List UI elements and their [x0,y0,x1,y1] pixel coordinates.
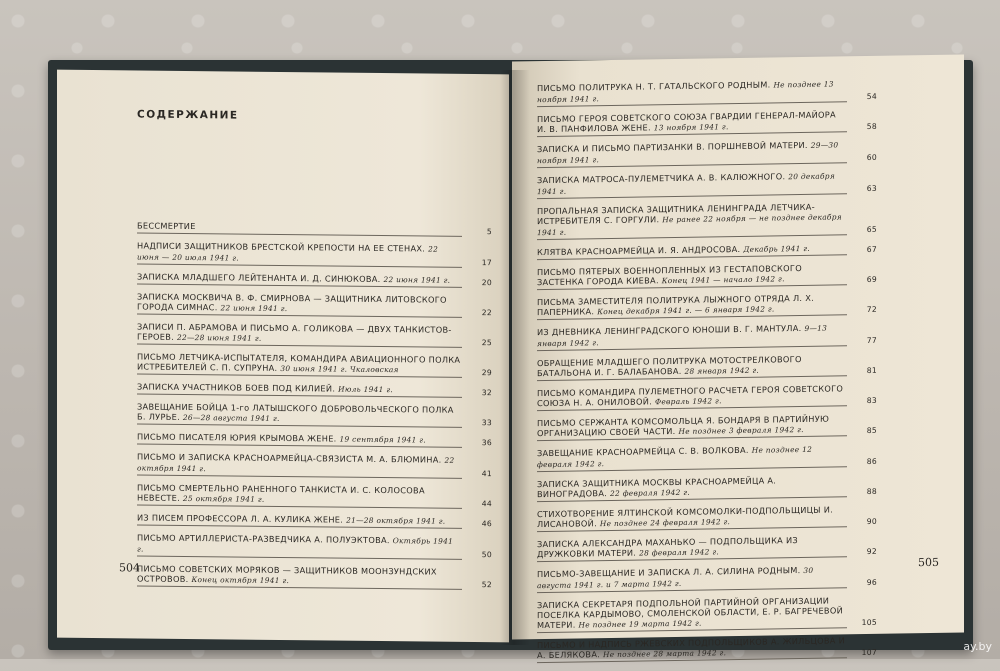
toc-entry-title: ЗАПИСКА МОСКВИЧА В. Ф. СМИРНОВА — ЗАЩИТНИКА ЛИТОВСКОГО ГОРОДА СИМНАС. [137,291,447,313]
toc-entry-date: 22 июня 1941 г. [383,275,451,285]
toc-rule [137,423,462,427]
toc-rule [137,555,462,559]
toc-entry [537,534,877,562]
toc-entry [137,482,492,509]
toc-entry-page: 67 [866,244,877,254]
toc-entry-title: ПРОПАЛЬНАЯ ЗАПИСКА ЗАЩИТНИКА ЛЕНИНГРАДА ЛЕТЧИКА-ИСТРЕБИТЕЛЯ С. ГОРГУЛИ. [537,201,815,227]
toc-entry-date: 21—28 октября 1941 г. [346,515,446,526]
toc-entry-title: ЗАПИСКА МАТРОСА-ПУЛЕМЕТЧИКА А. В. КАЛЮЖНОГО. [537,171,786,186]
toc-entry-page: 17 [481,258,492,268]
toc-rule [137,343,462,347]
toc-entry-title: ЗАВЕЩАНИЕ КРАСНОАРМЕЙЦА С. В. ВОЛКОВА. [537,444,749,459]
toc-entry-page: 63 [866,183,877,193]
toc-entry [537,353,877,381]
toc-entry [537,262,877,290]
toc-entry-date: 28 февраля 1942 г. [639,547,720,558]
toc-rule [537,193,847,199]
toc-entry-page: 58 [866,121,877,131]
toc-entry [137,451,492,479]
toc-entry [537,635,877,663]
toc-rule [137,393,462,397]
toc-entry-date: 22 июня 1941 г. [220,303,288,314]
toc-entry-page: 86 [866,456,877,466]
toc-entry-title: ПИСЬМО СЕРЖАНТА КОМСОМОЛЬЦА Я. БОНДАРЯ В ПАРТИЙНУЮ ОРГАНИЗАЦИЮ СВОЕЙ ЧАСТИ. [537,413,830,439]
toc-entry [137,381,492,398]
toc-rule [137,504,462,508]
toc-entry-page: 29 [481,368,492,378]
toc-entry-page: 81 [866,365,877,375]
page-number-right: 505 [918,555,939,570]
watermark: ay.by [963,640,992,653]
toc-entry-title: СТИХОТВОРЕНИЕ ЯЛТИНСКОЙ КОМСОМОЛКИ-ПОДПОЛЬЩИЦЫ И. ЛИСАНОВОЙ. [537,504,834,530]
toc-entry-title: ПИСЬМА ЗАМЕСТИТЕЛЯ ПОЛИТРУКА ЛЫЖНОГО ОТРЯДА Л. Х. ПАПЕРНИКА. [537,292,815,318]
toc-entry-title: ПИСЬМО И НАДПИСЬ РЖЕВСКИХ ПОДПОЛЬЩИКОВ А. ЖИЛЬЦОВА И А. БЕЛЯКОВА. [537,635,846,661]
toc-entry-date: 20 декабря 1941 г. [537,171,836,197]
toc-entry-date: 30 августа 1941 г. и 7 марта 1942 г. [537,565,814,591]
toc-entry [537,201,877,240]
toc-list-right [537,78,877,670]
toc-entry [137,532,492,560]
toc-entry [537,504,877,532]
toc-entry-date: Декабрь 1941 г. [743,243,810,254]
toc-entry [537,564,877,593]
toc-entry [537,443,877,472]
toc-entry-title: ЗАПИСКА И ПИСЬМО ПАРТИЗАНКИ В. ПОРШНЕВОЙ МАТЕРИ. [537,139,808,155]
toc-entry [137,401,492,428]
toc-entry-title: ИЗ ПИСЕМ ПРОФЕССОРА Л. А. КУЛИКА ЖЕНЕ. [137,512,344,525]
toc-entry-page: 5 [486,227,492,237]
toc-entry-page: 85 [866,425,877,435]
toc-entry [537,413,877,441]
toc-rule [137,474,462,478]
toc-entry-page: 77 [866,335,877,345]
toc-entry-page: 92 [866,546,877,556]
toc-entry [537,78,877,107]
toc-entry-date: 22—28 июня 1941 г. [176,332,262,343]
toc-entry-page: 90 [866,516,877,526]
toc-entry-date: Не ранее 22 ноября — не позднее декабря 1941 г. [537,212,842,238]
toc-entry-page: 44 [481,499,492,509]
toc-entry-title: ПИСЬМО СОВЕТСКИХ МОРЯКОВ — ЗАЩИТНИКОВ МООНЗУНДСКИХ ОСТРОВОВ. [137,563,437,585]
toc-entry-page: 107 [861,647,877,658]
toc-entry-page: 20 [481,278,492,288]
toc-entry [537,109,877,137]
toc-rule [137,373,462,377]
toc-entry-title: ПИСЬМО ПОЛИТРУКА Н. Т. ГАТАЛЬСКОГО РОДНЫМ. [537,79,771,94]
toc-entry-page: 25 [481,338,492,348]
toc-entry-page: 50 [481,550,492,560]
toc-entry-page: 52 [481,580,492,590]
toc-entry-page: 88 [866,486,877,496]
toc-entry-title: ЗАПИСИ П. АБРАМОВА И ПИСЬМО А. ГОЛИКОВА — ДВУХ ТАНКИСТОВ-ГЕРОЕВ. [137,321,452,342]
toc-entry-date: Не позднее 19 марта 1942 г. [578,618,702,630]
toc-entry-title: ПИСЬМО-ЗАВЕЩАНИЕ И ЗАПИСКА Л. А. СИЛИНА РОДНЫМ. [537,565,801,580]
toc-entry [137,321,492,348]
toc-entry-date: 28 января 1942 г. [684,365,760,376]
contents-heading: СОДЕРЖАНИЕ [137,108,239,122]
toc-entry [137,431,492,448]
toc-entry-page: 60 [866,152,877,162]
toc-entry-date: Не позднее 13 ноября 1941 г. [537,79,834,105]
toc-entry-page: 41 [481,469,492,479]
toc-entry-title: ОБРАЩЕНИЕ МЛАДШЕГО ПОЛИТРУКА МОТОСТРЕЛКОВОГО БАТАЛЬОНА И. Г. БАЛАБАНОВА. [537,353,802,379]
toc-entry-title: ЗАПИСКА АЛЕКСАНДРА МАХАНЬКО — ПОДПОЛЬЩИКА ИЗ ДРУЖКОВКИ МАТЕРИ. [537,535,798,560]
right-page [512,54,964,661]
toc-entry-date: Февраль 1942 г. [654,396,722,407]
toc-entry-page: 96 [866,577,877,587]
toc-entry [537,322,877,351]
toc-entry-title: ЗАПИСКА ЗАЩИТНИКА МОСКВЫ КРАСНОАРМЕЙЦА А. ВИНОГРАДОВА. [537,475,777,500]
toc-entry [537,383,877,411]
toc-entry [137,271,492,288]
toc-entry-date: 22 февраля 1942 г. [610,487,690,499]
toc-entry-title: ПИСЬМО ПИСАТЕЛЯ ЮРИЯ КРЫМОВА ЖЕНЕ. [137,431,337,444]
toc-entry-date: 13 ноября 1941 г. [653,122,729,133]
toc-entry-page: 54 [866,91,877,101]
toc-entry [537,595,877,633]
toc-entry-date: 26—28 августа 1941 г. [182,412,280,423]
toc-entry-date: Конец октября 1941 г. [191,575,290,586]
toc-entry-date: 29—30 ноября 1941 г. [537,140,839,166]
toc-entry-date: 22 июня — 20 июля 1941 г. [137,244,439,263]
toc-entry-title: ПИСЬМО ПЯТЕРЫХ ВОЕННОПЛЕННЫХ ИЗ ГЕСТАПОВСКОГО ЗАСТЕНКА ГОРОДА КИЕВА. [537,262,802,288]
toc-entry [537,292,877,320]
toc-entry-date: 22 октября 1941 г. [137,455,455,474]
toc-rule [137,313,462,317]
book-gutter [500,70,530,645]
toc-entry-page: 69 [866,274,877,284]
toc-rule [137,585,462,589]
toc-entry-page: 83 [866,395,877,405]
toc-entry-date: Июль 1941 г. [338,384,393,395]
toc-entry-page: 72 [866,304,877,314]
toc-entry-date: Не позднее 12 февраля 1942 г. [537,444,813,470]
toc-entry [137,220,492,237]
toc-entry-title: ЗАВЕЩАНИЕ БОЙЦА 1-го ЛАТЫШСКОГО ДОБРОВОЛЬЧЕСКОГО ПОЛКА Б. ЛУРЬЕ. [137,401,454,422]
toc-entry-page: 105 [861,617,877,628]
toc-entry-title: ПИСЬМО СМЕРТЕЛЬНО РАНЕННОГО ТАНКИСТА И. С. КОЛОСОВА НЕВЕСТЕ. [137,482,425,503]
toc-entry-page: 46 [481,519,492,529]
toc-entry-date: Конец 1941 — начало 1942 г. [661,274,785,286]
toc-entry-title: ЗАПИСКА МЛАДШЕГО ЛЕЙТЕНАНТА И. Д. СИНЮКОВА. [137,271,381,285]
toc-entry-date: Октябрь 1941 г. [137,536,454,554]
toc-entry-title: ЗАПИСКА УЧАСТНИКОВ БОЕВ ПОД КИЛИЕЙ. [137,381,336,394]
toc-entry-page: 36 [481,438,492,448]
toc-entry-title: БЕССМЕРТИЕ [137,220,196,232]
toc-entry [137,291,492,318]
toc-rule [137,263,462,267]
toc-entry [537,139,877,168]
toc-entry [137,240,492,268]
toc-entry-page: 33 [481,418,492,428]
page-number-left: 504 [119,561,140,575]
toc-entry-date: Не позднее 24 февраля 1942 г. [599,517,731,529]
toc-entry-date: Конец декабря 1941 г. — 6 января 1942 г. [597,304,775,317]
toc-rule [137,232,462,236]
toc-list-left [137,220,492,597]
toc-entry-title: ПИСЬМО ЛЕТЧИКА-ИСПЫТАТЕЛЯ, КОМАНДИРА АВИАЦИОННОГО ПОЛКА ИСТРЕБИТЕЛЕЙ С. П. СУПРУНА. [137,351,461,373]
toc-entry-page: 22 [481,308,492,318]
toc-entry-date: Не позднее 28 марта 1942 г. [603,648,727,660]
toc-entry-title: НАДПИСИ ЗАЩИТНИКОВ БРЕСТСКОЙ КРЕПОСТИ НА ЕЕ СТЕНАХ. [137,240,426,254]
toc-entry-page: 32 [481,388,492,398]
toc-entry-title: ПИСЬМО ГЕРОЯ СОВЕТСКОГО СОЮЗА ГВАРДИИ ГЕНЕРАЛ-МАЙОРА И. В. ПАНФИЛОВА ЖЕНЕ. [537,109,836,135]
toc-entry-title: ЗАПИСКА СЕКРЕТАРЯ ПОДПОЛЬНОЙ ПАРТИЙНОЙ ОРГАНИЗАЦИИ ПОСЕЛКА КАРДЫМОВО, СМОЛЕНСКОЙ ОБЛАСТИ, Е. Р. БАГРЕЧЕВОЙ МАТЕРИ. [537,595,844,631]
toc-entry-title: КЛЯТВА КРАСНОАРМЕЙЦА И. Я. АНДРОСОВА. [537,243,741,258]
toc-entry [537,474,877,502]
toc-entry-title: ПИСЬМО АРТИЛЛЕРИСТА-РАЗВЕДЧИКА А. ПОЛУЭКТОВА. [137,532,390,546]
toc-entry-date: 30 июня 1941 г. Чкаловская [280,363,399,375]
toc-entry [137,512,492,529]
left-page [57,70,509,643]
toc-entry-page: 65 [866,224,877,234]
toc-entry-title: ПИСЬМО КОМАНДИРА ПУЛЕМЕТНОГО РАСЧЕТА ГЕРОЯ СОВЕТСКОГО СОЮЗА Н. А. ОНИЛОВОЙ. [537,383,844,409]
toc-entry-date: 19 сентября 1941 г. [339,434,426,445]
toc-entry-title: ПИСЬМО И ЗАПИСКА КРАСНОАРМЕЙЦА-СВЯЗИСТА М. А. БЛЮМИНА. [137,451,442,465]
toc-entry-date: 9—13 января 1942 г. [537,323,828,349]
toc-entry-date: 25 октября 1941 г. [182,493,265,504]
toc-entry [537,242,877,260]
toc-rule [537,234,847,240]
toc-entry [137,563,492,590]
toc-entry [137,351,492,378]
toc-entry [537,170,877,199]
toc-entry-title: ИЗ ДНЕВНИКА ЛЕНИНГРАДСКОГО ЮНОШИ В. Г. МАНТУЛА. [537,323,802,338]
toc-entry-date: Не позднее 3 февраля 1942 г. [678,424,804,436]
